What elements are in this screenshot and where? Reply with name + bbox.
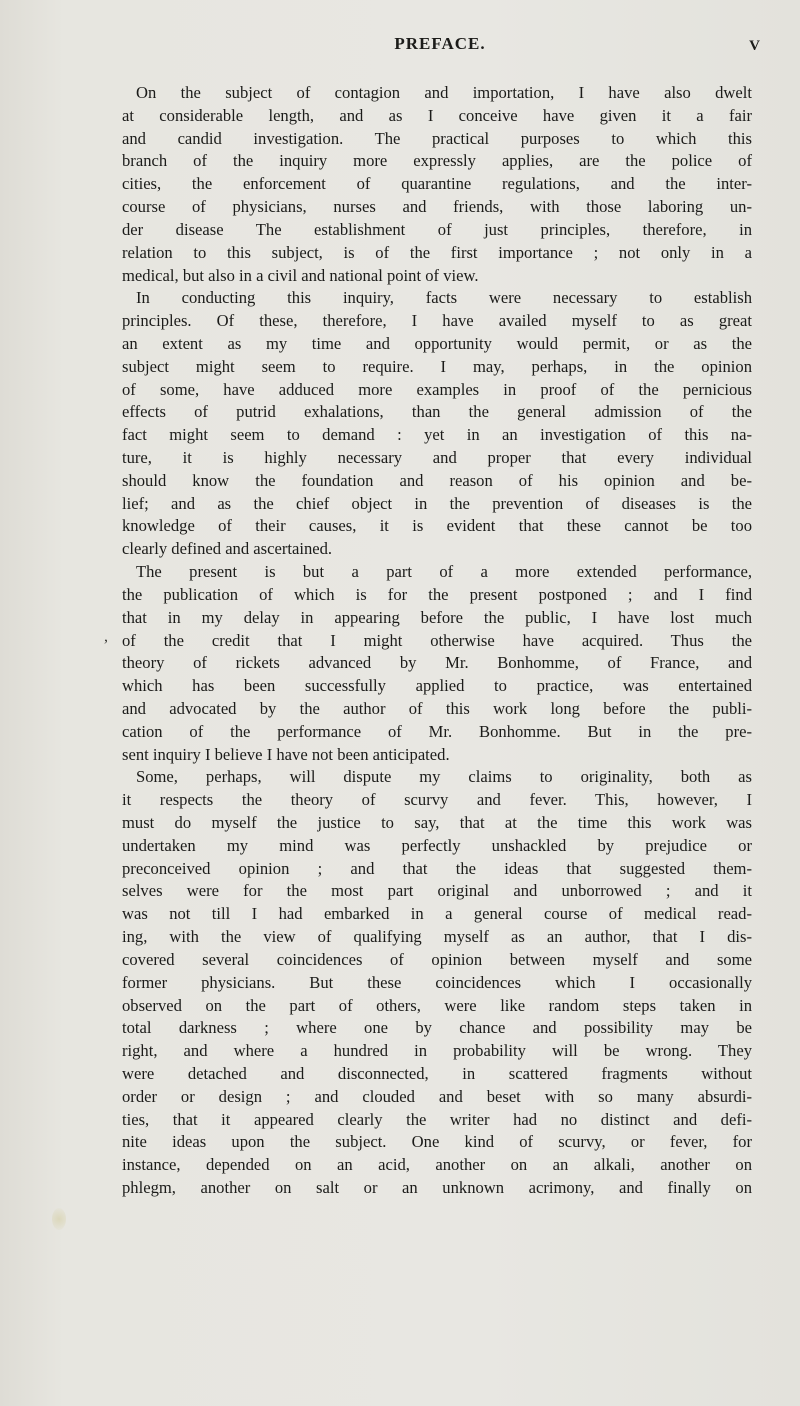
text-line: principles. Of these, therefore, I have availed myself to as great [122, 311, 752, 331]
running-head-title: PREFACE. [394, 34, 486, 53]
text-line: former physicians. But these coincidences which I occasionally [122, 972, 752, 992]
text-line: Some, perhaps, will dispute my claims to originality, both as [136, 767, 752, 787]
text-line: subject might seem to require. I may, perhaps, in the opinion [122, 356, 752, 376]
text-line: instance, depended on an acid, another on an alkali, another on [122, 1155, 752, 1175]
text-line: that in my delay in appearing before the public, I have lost much [122, 607, 752, 627]
text-line: ing, with the view of qualifying myself as an author, that I dis- [122, 927, 752, 947]
text-line: at considerable length, and as I conceive have given it a fair [122, 105, 752, 125]
text-line: On the subject of contagion and importation, I have also dwelt [136, 83, 752, 102]
running-head [120, 34, 760, 58]
text-line: of the credit that I might otherwise have acquired. Thus the [122, 630, 752, 650]
text-line: sent inquiry I believe I have not been anticipated. [122, 744, 450, 764]
text-line: effects of putrid exhalations, than the general admission of the [122, 402, 752, 422]
text-line: relation to this subject, is of the first importance ; not only in a [122, 242, 752, 262]
text-line: of some, have adduced more examples in proof of the pernicious [122, 379, 752, 399]
text-line: preconceived opinion ; and that the ideas that suggested them- [122, 858, 752, 878]
text-line: undertaken my mind was perfectly unshackled by prejudice or [122, 835, 752, 855]
text-line: covered several coincidences of opinion between myself and some [122, 949, 752, 969]
text-line: and advocated by the author of this work long before the publi- [122, 698, 752, 718]
text-line: right, and where a hundred in probability will be wrong. They [122, 1041, 752, 1061]
text-line: knowledge of their causes, it is evident that these cannot be too [122, 516, 752, 536]
text-line: which has been successfully applied to practice, was entertained [122, 676, 752, 696]
text-line: course of physicians, nurses and friends, with those laboring un- [122, 197, 752, 217]
text-line: medical, but also in a civil and national point of view. [122, 265, 479, 285]
text-line: lief; and as the chief object in the prevention of diseases is the [122, 493, 752, 513]
page-number: V [749, 38, 760, 54]
text-line: clearly defined and ascertained. [122, 539, 333, 559]
text-line: ties, that it appeared clearly the writer had no distinct and defi- [122, 1109, 752, 1129]
text-line: selves were for the most part original and unborrowed ; and it [122, 881, 752, 901]
text-line: should know the foundation and reason of his opinion and be- [122, 470, 752, 490]
text-line: cation of the performance of Mr. Bonhomme. But in the pre- [122, 721, 752, 741]
paper-stain [52, 1208, 66, 1230]
text-line: phlegm, another on salt or an unknown acrimony, and finally on [122, 1178, 752, 1197]
text-line: ture, it is highly necessary and proper that every individual [122, 448, 752, 467]
text-line: cities, the enforcement of quarantine regulations, and the inter- [122, 174, 752, 194]
text-line: order or design ; and clouded and beset with so many absurdi- [122, 1086, 752, 1106]
body-text [122, 82, 752, 1200]
text-line: total darkness ; where one by chance and possibility may be [122, 1018, 752, 1038]
text-line: branch of the inquiry more expressly applies, are the police of [122, 151, 752, 171]
text-line: nite ideas upon the subject. One kind of scurvy, or fever, for [122, 1132, 752, 1152]
margin-mark: , [104, 628, 108, 645]
text-line: must do myself the justice to say, that at the time this work was [122, 813, 752, 832]
text-line: was not till I had embarked in a general course of medical read- [122, 904, 752, 924]
text-line: were detached and disconnected, in scattered fragments without [122, 1063, 752, 1083]
text-line: an extent as my time and opportunity would permit, or as the [122, 333, 752, 353]
text-line: theory of rickets advanced by Mr. Bonhomme, of France, and [122, 653, 752, 673]
text-line: and candid investigation. The practical purposes to which this [122, 128, 752, 148]
text-line: the publication of which is for the present postponed ; and I find [122, 584, 752, 604]
text-line: it respects the theory of scurvy and fever. This, however, I [122, 790, 752, 810]
text-line: observed on the part of others, were like random steps taken in [122, 995, 752, 1015]
text-line: The present is but a part of a more extended performance, [136, 562, 752, 582]
text-line: der disease The establishment of just principles, therefore, in [122, 219, 752, 239]
text-line: fact might seem to demand : yet in an investigation of this na- [122, 425, 752, 445]
text-line: In conducting this inquiry, facts were necessary to establish [136, 288, 752, 308]
